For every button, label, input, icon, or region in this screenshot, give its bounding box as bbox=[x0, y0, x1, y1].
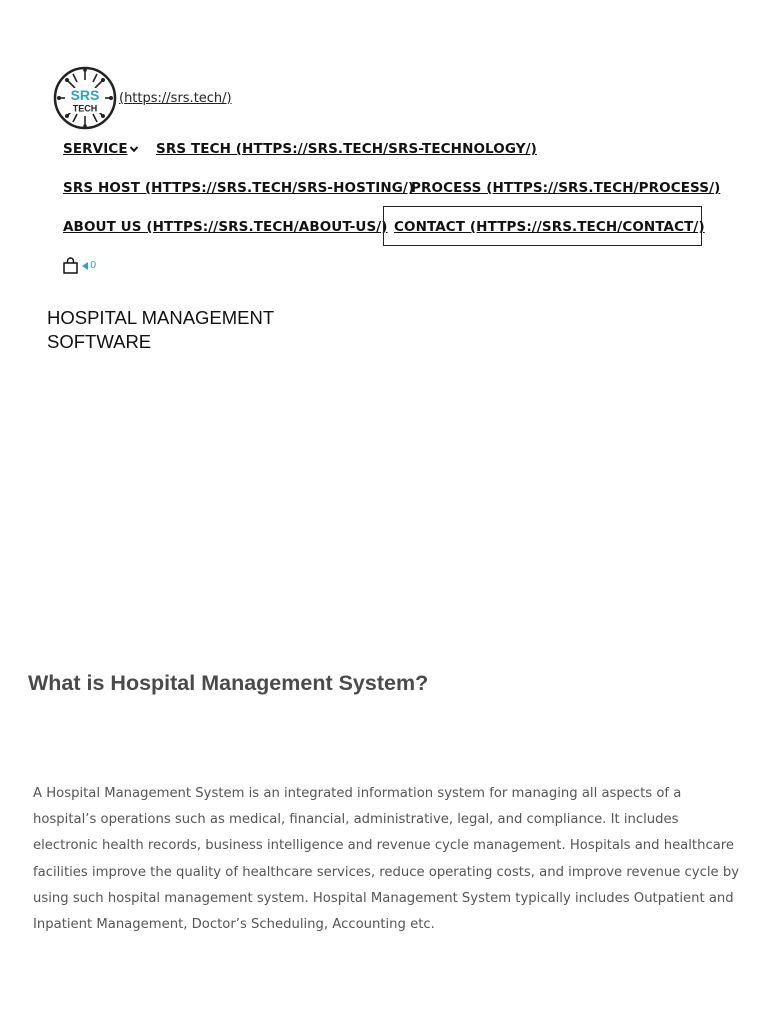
nav-srs-host[interactable]: SRS HOST (HTTPS://SRS.TECH/SRS-HOSTING/) bbox=[63, 180, 415, 196]
svg-text:SRS: SRS bbox=[70, 87, 100, 103]
nav-contact[interactable]: CONTACT (HTTPS://SRS.TECH/CONTACT/) bbox=[394, 219, 705, 235]
circuit-logo-icon bbox=[53, 66, 117, 130]
cart-count: 0 bbox=[90, 260, 97, 271]
nav-srs-tech[interactable]: SRS TECH (HTTPS://SRS.TECH/SRS-TECHNOLOGY/) bbox=[156, 141, 537, 157]
nav-service-label: SERVICE bbox=[63, 141, 128, 157]
section-heading: What is Hospital Management System? bbox=[28, 671, 429, 695]
count-pointer-icon bbox=[82, 262, 88, 270]
cart-button[interactable] bbox=[62, 257, 96, 274]
shopping-bag-icon bbox=[62, 257, 79, 274]
nav-process[interactable]: PROCESS (HTTPS://SRS.TECH/PROCESS/) bbox=[411, 180, 721, 196]
site-header bbox=[53, 66, 232, 130]
intro-paragraph: A Hospital Management System is an integrated information system for managing all aspects of a hospital’s operations such as medical, financial, administrative, legal, and compliance. It includes electronic health records, business intelligence and revenue cycle management. Hospitals and healthcare facilities improve the quality of healthcare services, reduce operating costs, and improve revenue cycle by using such hospital management system. Hospital Management System typically includes Outpatient and Inpatient Management, Doctor’s Scheduling, Accounting etc. bbox=[33, 786, 739, 933]
page-title-line-1: HOSPITAL MANAGEMENT bbox=[47, 307, 275, 328]
home-link[interactable]: (https://srs.tech/) bbox=[119, 90, 232, 106]
chevron-down-icon bbox=[129, 144, 139, 154]
srs-tech-logo[interactable] bbox=[53, 66, 117, 130]
page-title-line-2: SOFTWARE bbox=[47, 330, 152, 352]
page-title bbox=[47, 306, 327, 353]
nav-service[interactable] bbox=[63, 141, 139, 157]
svg-text:TECH: TECH bbox=[72, 103, 98, 114]
nav-about-us[interactable]: ABOUT US (HTTPS://SRS.TECH/ABOUT-US/) bbox=[63, 219, 388, 235]
